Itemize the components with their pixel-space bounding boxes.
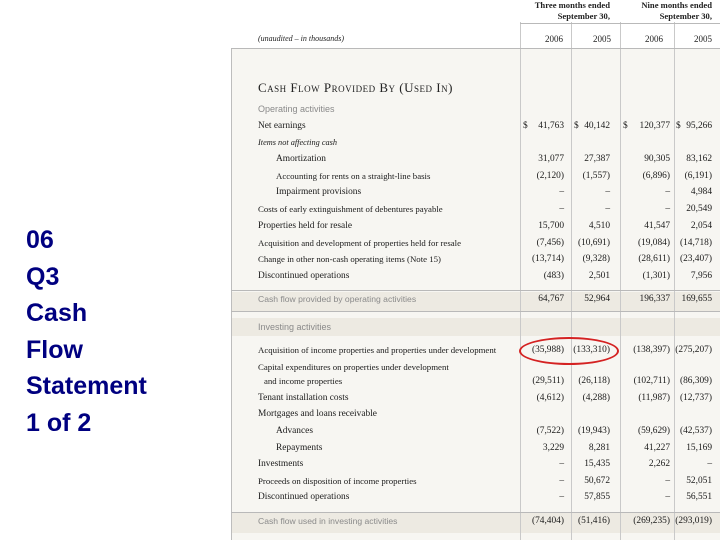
operating-total-row: Cash flow provided by operating activities 64,767 52,964 196,337 169,655	[258, 294, 712, 304]
section-title: Cash Flow Provided By (Used In)	[258, 80, 453, 95]
title-line: 1 of 2	[26, 408, 92, 437]
table-row: Items not affecting cash	[258, 138, 338, 147]
investing-total-row: Cash flow used in investing activities (74,404) (51,416) (269,235) (293,019)	[258, 516, 712, 526]
table-row: Acquisition and development of properties held for resale (7,456) (10,691) (19,084) (14,718)	[258, 238, 712, 248]
investing-heading: Investing activities	[258, 322, 332, 332]
slide-title	[26, 222, 206, 441]
table-row: Net earnings $ 41,763 $ 40,142 $ 120,377 $ 95,266	[258, 121, 712, 131]
table-row: Costs of early extinguishment of debentures payable – – – 20,549	[258, 204, 712, 214]
table-row: Investments – 15,435 2,262 –	[258, 459, 712, 469]
title-line: Q3	[26, 262, 60, 291]
table-row: Discontinued operations – 57,855 – 56,551	[258, 492, 712, 502]
cash-flow-statement	[231, 0, 720, 540]
table-row: Capital expenditures on properties under development	[258, 362, 449, 372]
title-line: 06	[26, 226, 54, 254]
table-row: Advances (7,522) (19,943) (59,629) (42,537)	[276, 426, 712, 436]
title-line: Statement	[26, 372, 147, 400]
table-row: and income properties (29,511) (26,118) (102,711) (86,309)	[264, 376, 712, 386]
unaudited-note: (unaudited – in thousands)	[258, 34, 344, 43]
table-row: Accounting for rents on a straight-line basis (2,120) (1,557) (6,896) (6,191)	[276, 171, 712, 181]
table-row: Acquisition of income properties and properties under development (35,988) (133,310) (138,397) (275,207)	[258, 345, 712, 355]
table-row: Mortgages and loans receivable	[258, 409, 377, 419]
highlight-circle	[519, 337, 619, 365]
period-header-nine-months: Nine months ended September 30,	[641, 0, 712, 21]
table-row: Discontinued operations (483) 2,501 (1,301) 7,956	[258, 271, 712, 281]
year-header: 2005	[593, 34, 611, 44]
table-row: Change in other non-cash operating items (Note 15) (13,714) (9,328) (28,611) (23,407)	[258, 254, 712, 264]
period-header-three-months: Three months ended September 30,	[534, 0, 610, 21]
year-header: 2006	[545, 34, 563, 44]
table-row: Properties held for resale 15,700 4,510 41,547 2,054	[258, 221, 712, 231]
operating-heading: Operating activities	[258, 104, 335, 114]
year-header: 2005	[694, 34, 712, 44]
year-header: 2006	[645, 34, 663, 44]
table-row: Impairment provisions – – – 4,984	[276, 187, 712, 197]
title-line: Cash	[26, 299, 88, 327]
table-row: Proceeds on disposition of income properties – 50,672 – 52,051	[258, 476, 712, 486]
table-row: Repayments 3,229 8,281 41,227 15,169	[276, 443, 712, 453]
title-line: Flow	[26, 335, 83, 364]
table-row: Amortization 31,077 27,387 90,305 83,162	[276, 154, 712, 164]
table-row: Tenant installation costs (4,612) (4,288) (11,987) (12,737)	[258, 393, 712, 403]
